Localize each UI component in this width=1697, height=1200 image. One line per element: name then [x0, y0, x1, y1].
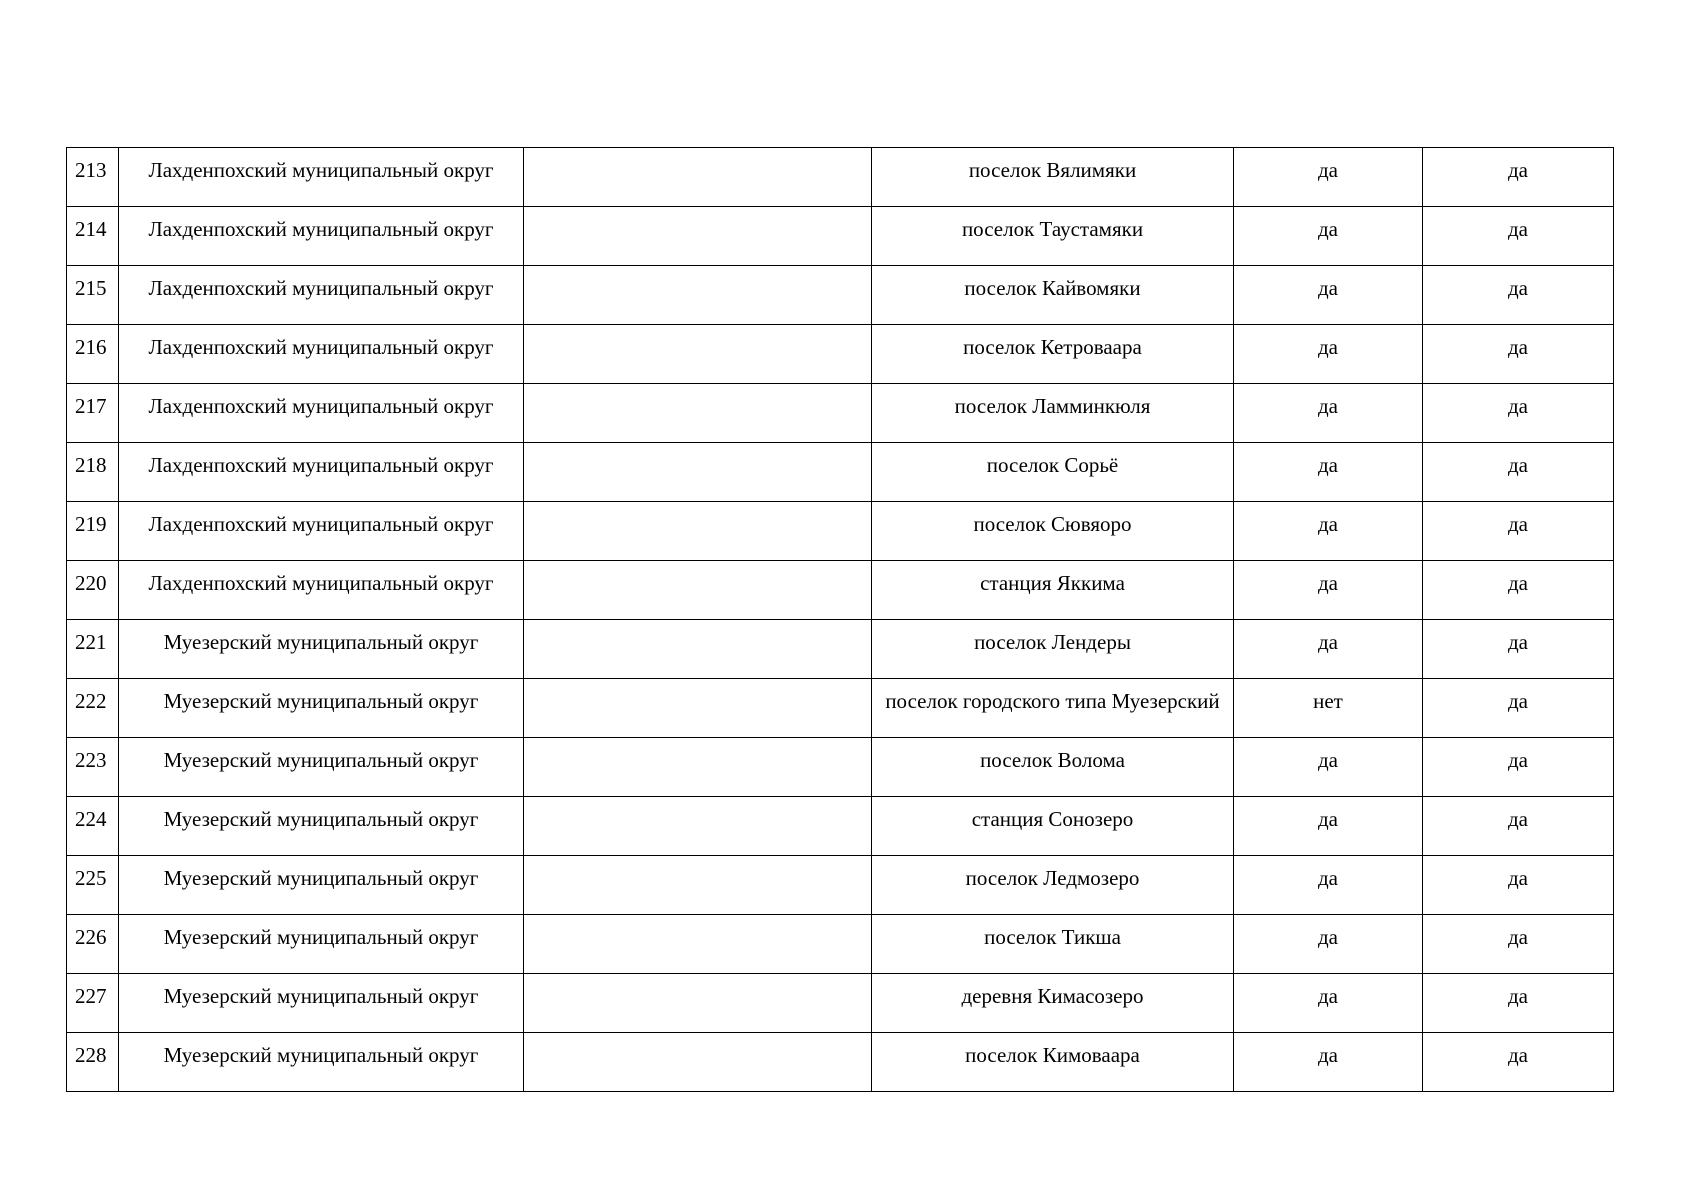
flag-value-1: да	[1317, 925, 1338, 949]
table-row	[67, 266, 1614, 325]
row-number-cell	[67, 797, 119, 856]
row-number: 221	[75, 630, 107, 654]
municipal-district: Лахденпохский муниципальный округ	[148, 394, 494, 418]
table-row	[67, 502, 1614, 561]
flag-value-1: да	[1317, 335, 1338, 359]
row-number: 215	[75, 276, 107, 300]
flag-cell-2	[1423, 797, 1614, 856]
empty-cell	[524, 384, 872, 443]
flag-value-2: да	[1507, 807, 1528, 831]
row-number-cell	[67, 620, 119, 679]
flag-cell-1	[1234, 856, 1423, 915]
flag-value-2: да	[1507, 217, 1528, 241]
settlement-name: поселок Сювяоро	[973, 512, 1132, 536]
settlement-name: поселок Кайвомяки	[964, 276, 1141, 300]
row-number-cell	[67, 738, 119, 797]
flag-cell-1	[1234, 384, 1423, 443]
settlement-name: деревня Кимасозеро	[961, 984, 1144, 1008]
flag-value-1: да	[1317, 276, 1338, 300]
municipal-district: Лахденпохский муниципальный округ	[148, 335, 494, 359]
empty-value	[524, 797, 871, 807]
flag-cell-2	[1423, 915, 1614, 974]
empty-cell	[524, 1033, 872, 1092]
municipal-district: Лахденпохский муниципальный округ	[148, 571, 494, 595]
row-number-cell	[67, 679, 119, 738]
municipal-district-cell	[119, 1033, 524, 1092]
flag-cell-2	[1423, 1033, 1614, 1092]
row-number: 216	[75, 335, 107, 359]
municipal-district-cell	[119, 266, 524, 325]
row-number-cell	[67, 148, 119, 207]
settlements-table	[66, 147, 1614, 1092]
flag-value-2: да	[1507, 984, 1528, 1008]
table-row	[67, 797, 1614, 856]
empty-cell	[524, 974, 872, 1033]
settlement-name: поселок Таустамяки	[961, 217, 1144, 241]
flag-value-2: да	[1507, 866, 1528, 890]
empty-value	[524, 325, 871, 335]
municipal-district: Муезерский муниципальный округ	[163, 807, 479, 831]
flag-cell-2	[1423, 738, 1614, 797]
empty-value	[524, 915, 871, 925]
flag-value-2: да	[1507, 689, 1528, 713]
row-number: 213	[75, 158, 107, 182]
flag-value-1: да	[1317, 453, 1338, 477]
flag-value-2: да	[1507, 158, 1528, 182]
empty-value	[524, 266, 871, 276]
flag-value-2: да	[1507, 571, 1528, 595]
municipal-district-cell	[119, 502, 524, 561]
municipal-district-cell	[119, 856, 524, 915]
flag-cell-2	[1423, 679, 1614, 738]
empty-value	[524, 384, 871, 394]
row-number: 219	[75, 512, 107, 536]
settlement-cell	[872, 561, 1234, 620]
settlement-name: поселок Вялимяки	[968, 158, 1137, 182]
settlement-cell	[872, 679, 1234, 738]
empty-cell	[524, 325, 872, 384]
row-number-cell	[67, 856, 119, 915]
empty-value	[524, 502, 871, 512]
flag-cell-1	[1234, 148, 1423, 207]
table-row	[67, 443, 1614, 502]
municipal-district-cell	[119, 797, 524, 856]
flag-value-2: да	[1507, 453, 1528, 477]
settlement-name: поселок Ламминкюля	[954, 394, 1151, 418]
municipal-district-cell	[119, 207, 524, 266]
empty-value	[524, 738, 871, 748]
table-row	[67, 1033, 1614, 1092]
municipal-district-cell	[119, 738, 524, 797]
table-row	[67, 974, 1614, 1033]
empty-cell	[524, 797, 872, 856]
settlement-name: поселок Кетроваара	[963, 335, 1142, 359]
flag-cell-1	[1234, 679, 1423, 738]
empty-value	[524, 679, 871, 689]
flag-value-1: да	[1317, 630, 1338, 654]
row-number: 222	[75, 689, 107, 713]
flag-cell-1	[1234, 1033, 1423, 1092]
municipal-district-cell	[119, 443, 524, 502]
municipal-district: Лахденпохский муниципальный округ	[148, 453, 494, 477]
row-number-cell	[67, 325, 119, 384]
flag-cell-1	[1234, 325, 1423, 384]
flag-cell-2	[1423, 148, 1614, 207]
table-row	[67, 679, 1614, 738]
flag-cell-2	[1423, 856, 1614, 915]
municipal-district: Лахденпохский муниципальный округ	[148, 276, 494, 300]
municipal-district-cell	[119, 974, 524, 1033]
flag-value-1: да	[1317, 158, 1338, 182]
flag-value-2: да	[1507, 1043, 1528, 1067]
table-row	[67, 856, 1614, 915]
flag-cell-1	[1234, 915, 1423, 974]
settlement-cell	[872, 266, 1234, 325]
row-number: 218	[75, 453, 107, 477]
empty-value	[524, 207, 871, 217]
settlement-cell	[872, 148, 1234, 207]
row-number-cell	[67, 384, 119, 443]
empty-cell	[524, 915, 872, 974]
empty-cell	[524, 679, 872, 738]
row-number-cell	[67, 1033, 119, 1092]
settlement-name: поселок Ледмозеро	[965, 866, 1140, 890]
table-row	[67, 561, 1614, 620]
row-number-cell	[67, 561, 119, 620]
empty-value	[524, 561, 871, 571]
municipal-district-cell	[119, 915, 524, 974]
flag-cell-1	[1234, 620, 1423, 679]
row-number: 227	[75, 984, 107, 1008]
municipal-district: Лахденпохский муниципальный округ	[148, 158, 494, 182]
flag-cell-2	[1423, 443, 1614, 502]
empty-value	[524, 1033, 871, 1043]
row-number-cell	[67, 502, 119, 561]
settlement-cell	[872, 207, 1234, 266]
settlement-cell	[872, 856, 1234, 915]
empty-cell	[524, 561, 872, 620]
flag-cell-1	[1234, 443, 1423, 502]
row-number: 226	[75, 925, 107, 949]
settlement-name: поселок Волома	[980, 748, 1125, 772]
flag-cell-2	[1423, 561, 1614, 620]
empty-cell	[524, 856, 872, 915]
settlement-cell	[872, 1033, 1234, 1092]
flag-value-1: да	[1317, 217, 1338, 241]
settlement-name: поселок Кимоваара	[965, 1043, 1140, 1067]
empty-cell	[524, 620, 872, 679]
empty-value	[524, 148, 871, 158]
flag-value-1: да	[1317, 984, 1338, 1008]
row-number: 220	[75, 571, 107, 595]
row-number-cell	[67, 266, 119, 325]
settlement-name: поселок городского типа Муезерский	[885, 689, 1220, 713]
flag-cell-2	[1423, 266, 1614, 325]
flag-value-1: да	[1317, 807, 1338, 831]
empty-cell	[524, 207, 872, 266]
empty-value	[524, 620, 871, 630]
settlement-cell	[872, 738, 1234, 797]
flag-value-2: да	[1507, 276, 1528, 300]
table-row	[67, 620, 1614, 679]
municipal-district-cell	[119, 148, 524, 207]
empty-cell	[524, 148, 872, 207]
settlement-cell	[872, 384, 1234, 443]
flag-value-1: да	[1317, 1043, 1338, 1067]
table-row	[67, 148, 1614, 207]
flag-cell-1	[1234, 797, 1423, 856]
empty-cell	[524, 266, 872, 325]
flag-cell-1	[1234, 266, 1423, 325]
flag-value-1: нет	[1313, 689, 1343, 713]
flag-value-1: да	[1317, 571, 1338, 595]
empty-cell	[524, 502, 872, 561]
flag-cell-2	[1423, 974, 1614, 1033]
municipal-district-cell	[119, 620, 524, 679]
row-number: 214	[75, 217, 107, 241]
empty-cell	[524, 443, 872, 502]
empty-value	[524, 974, 871, 984]
flag-cell-2	[1423, 325, 1614, 384]
municipal-district: Лахденпохский муниципальный округ	[148, 217, 494, 241]
settlement-name: поселок Сорьё	[986, 453, 1119, 477]
flag-value-1: да	[1317, 748, 1338, 772]
flag-cell-2	[1423, 620, 1614, 679]
settlement-name: поселок Лендеры	[974, 630, 1131, 654]
flag-value-2: да	[1507, 925, 1528, 949]
settlement-cell	[872, 620, 1234, 679]
table-row	[67, 384, 1614, 443]
settlement-name: станция Яккима	[980, 571, 1125, 595]
row-number-cell	[67, 915, 119, 974]
flag-cell-2	[1423, 384, 1614, 443]
municipal-district-cell	[119, 561, 524, 620]
empty-value	[524, 856, 871, 866]
row-number: 223	[75, 748, 107, 772]
empty-cell	[524, 738, 872, 797]
settlements-table-body	[67, 148, 1614, 1092]
settlement-name: станция Сонозеро	[971, 807, 1134, 831]
municipal-district: Муезерский муниципальный округ	[163, 689, 479, 713]
municipal-district: Муезерский муниципальный округ	[163, 748, 479, 772]
row-number-cell	[67, 207, 119, 266]
row-number: 228	[75, 1043, 107, 1067]
table-row	[67, 738, 1614, 797]
flag-cell-1	[1234, 502, 1423, 561]
settlement-cell	[872, 797, 1234, 856]
municipal-district: Муезерский муниципальный округ	[163, 866, 479, 890]
flag-value-2: да	[1507, 335, 1528, 359]
settlement-cell	[872, 974, 1234, 1033]
flag-value-2: да	[1507, 394, 1528, 418]
flag-value-2: да	[1507, 748, 1528, 772]
flag-value-1: да	[1317, 866, 1338, 890]
flag-cell-1	[1234, 207, 1423, 266]
municipal-district: Муезерский муниципальный округ	[163, 630, 479, 654]
settlement-name: поселок Тикша	[984, 925, 1121, 949]
row-number: 224	[75, 807, 107, 831]
municipal-district: Муезерский муниципальный округ	[163, 925, 479, 949]
flag-cell-2	[1423, 502, 1614, 561]
table-row	[67, 207, 1614, 266]
flag-value-1: да	[1317, 512, 1338, 536]
flag-value-1: да	[1317, 394, 1338, 418]
table-row	[67, 325, 1614, 384]
flag-cell-2	[1423, 207, 1614, 266]
flag-cell-1	[1234, 561, 1423, 620]
municipal-district-cell	[119, 679, 524, 738]
settlement-cell	[872, 502, 1234, 561]
empty-value	[524, 443, 871, 453]
settlement-cell	[872, 325, 1234, 384]
flag-value-2: да	[1507, 630, 1528, 654]
flag-cell-1	[1234, 974, 1423, 1033]
row-number: 217	[75, 394, 107, 418]
municipal-district: Муезерский муниципальный округ	[163, 1043, 479, 1067]
row-number-cell	[67, 974, 119, 1033]
settlement-cell	[872, 443, 1234, 502]
row-number: 225	[75, 866, 107, 890]
settlement-cell	[872, 915, 1234, 974]
municipal-district: Муезерский муниципальный округ	[163, 984, 479, 1008]
row-number-cell	[67, 443, 119, 502]
table-row	[67, 915, 1614, 974]
municipal-district: Лахденпохский муниципальный округ	[148, 512, 494, 536]
flag-value-2: да	[1507, 512, 1528, 536]
municipal-district-cell	[119, 325, 524, 384]
municipal-district-cell	[119, 384, 524, 443]
flag-cell-1	[1234, 738, 1423, 797]
